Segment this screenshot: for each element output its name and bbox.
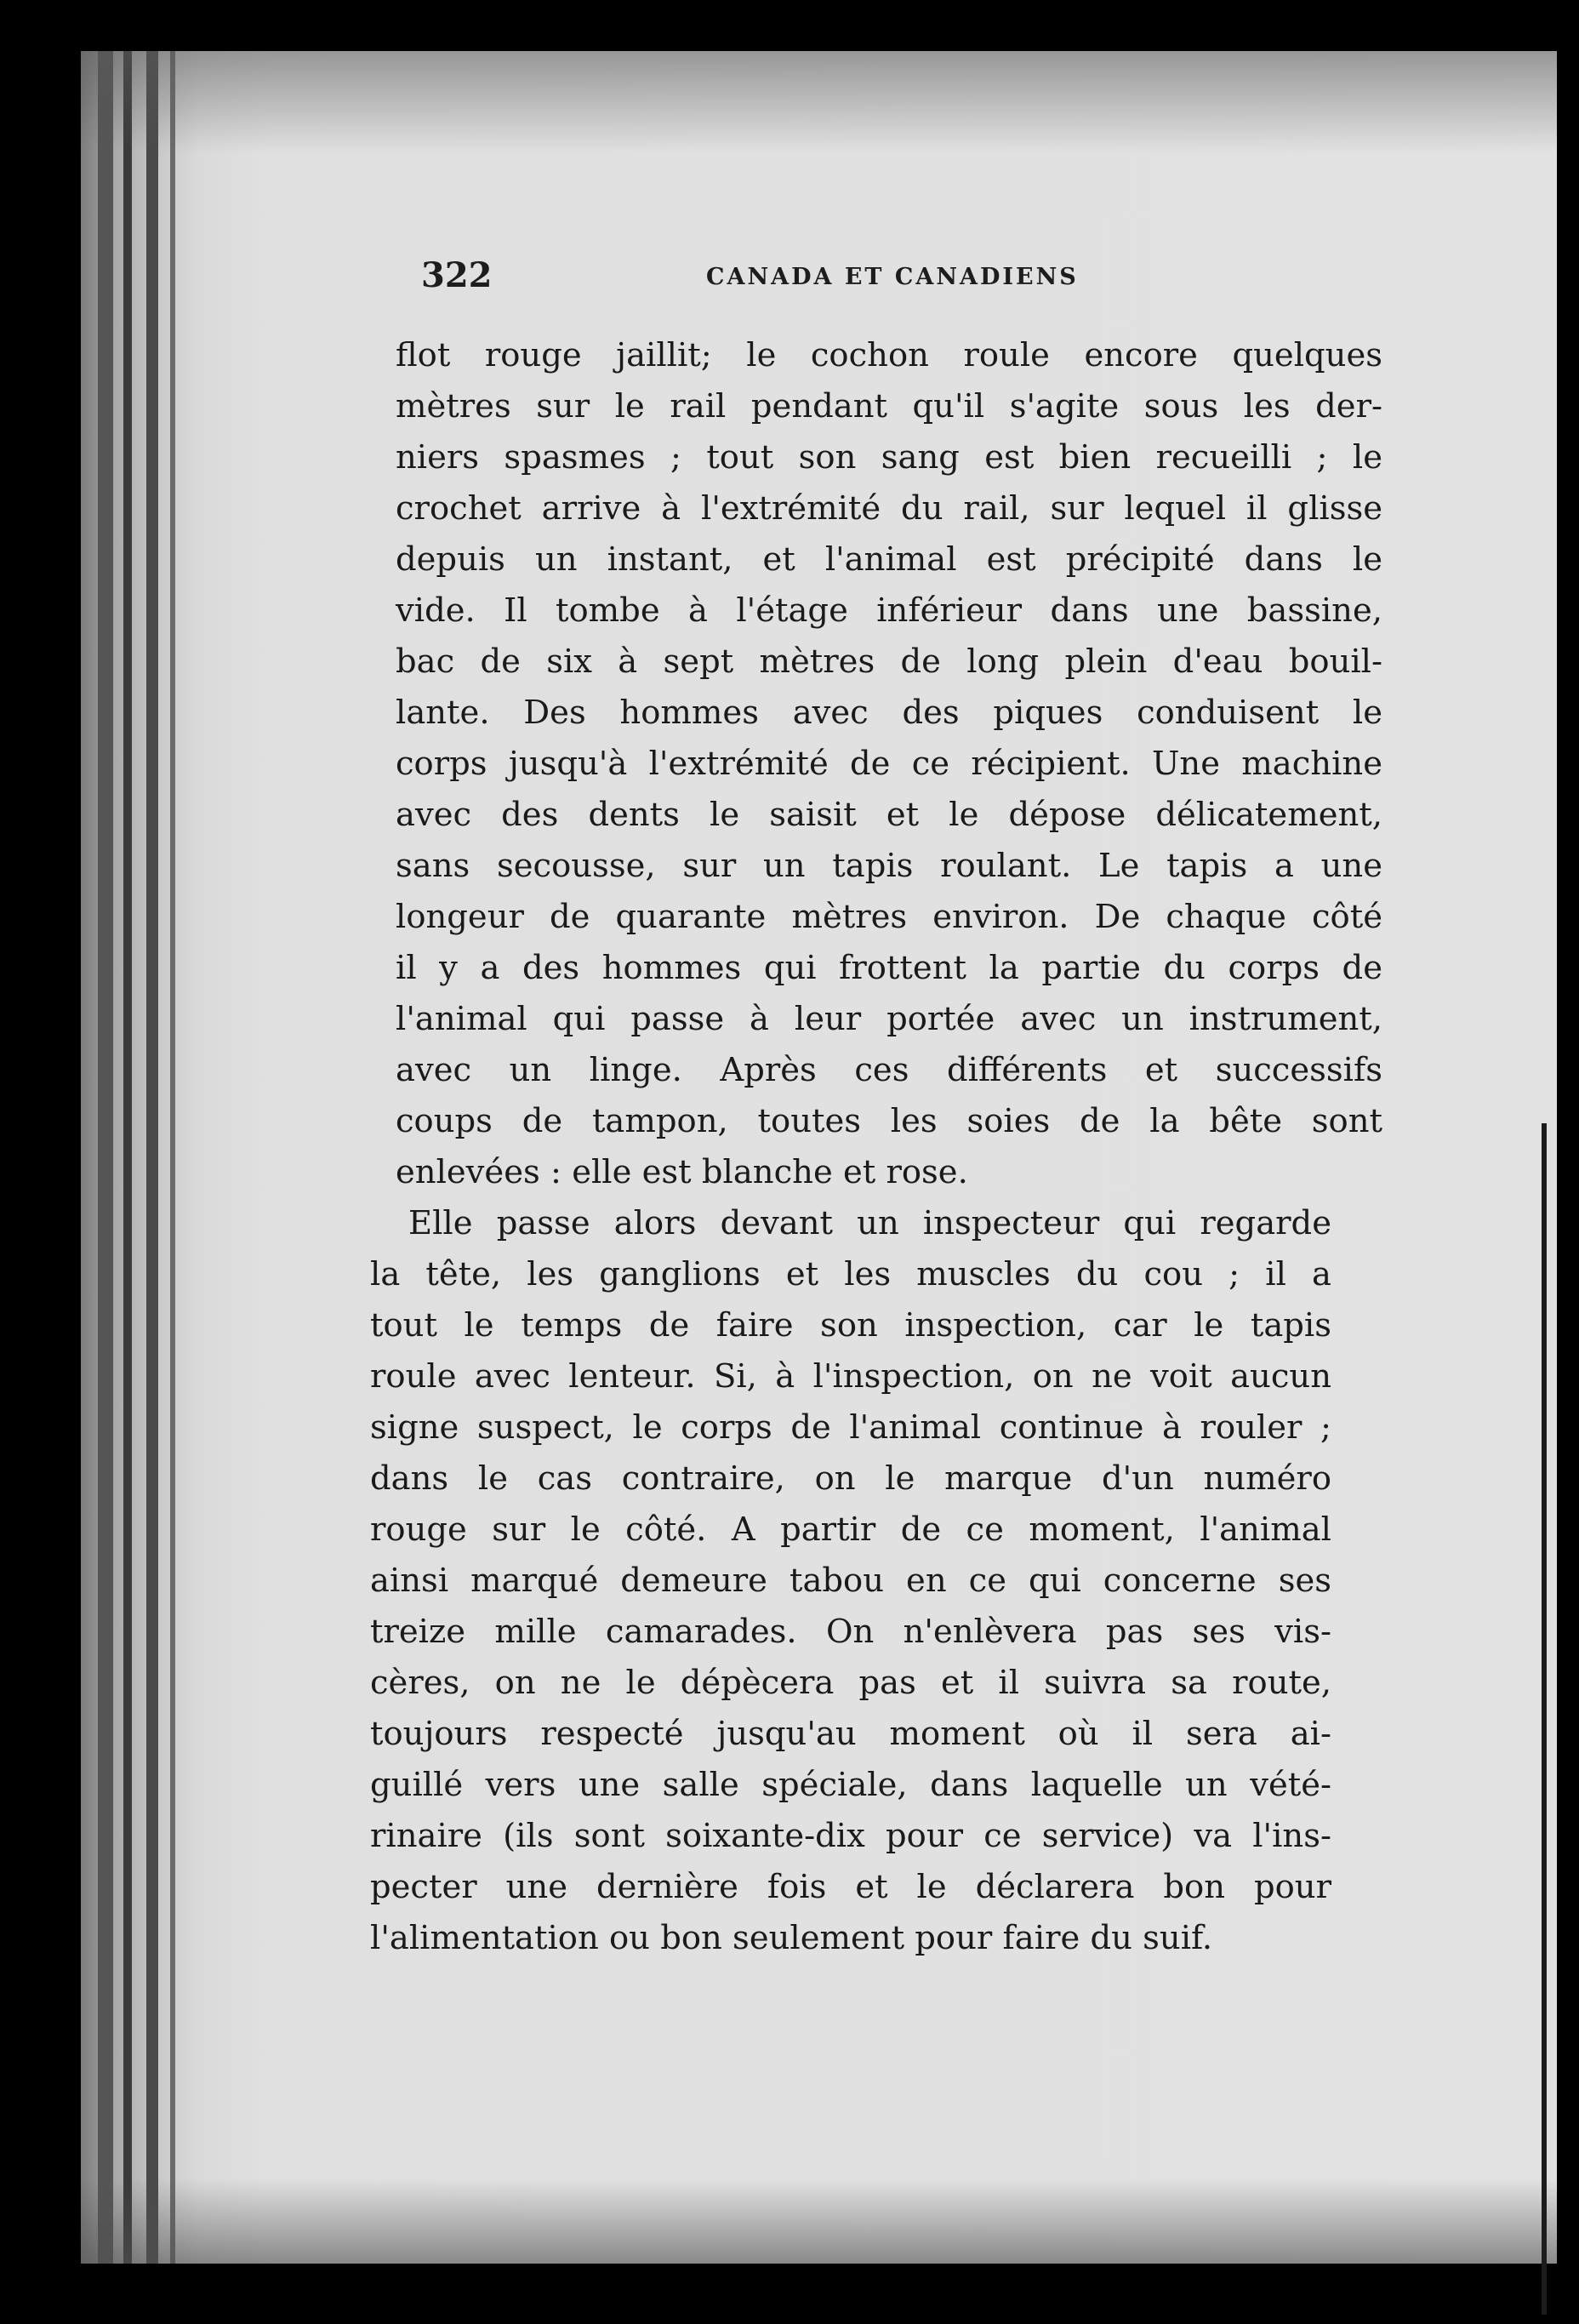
page-number: 322 xyxy=(421,255,493,295)
paragraph xyxy=(396,330,1382,1198)
text-line: lante. Des hommes avec des piques conduisent le xyxy=(396,694,1382,732)
text-line: signe suspect, le corps de l'animal continue à rouler ; xyxy=(370,1408,1331,1447)
text-line: toujours respecté jusqu'au moment où il sera ai- xyxy=(370,1715,1331,1753)
text-line: crochet arrive à l'extrémité du rail, sur lequel il glisse xyxy=(396,489,1382,528)
paragraph xyxy=(370,1198,1382,1964)
text-line: tout le temps de faire son inspection, car le tapis xyxy=(370,1306,1331,1345)
text-line: avec des dents le saisit et le dépose délicatement, xyxy=(396,796,1382,834)
text-line: sans secousse, sur un tapis roulant. Le tapis a une xyxy=(396,847,1382,885)
text-line: cères, on ne le dépècera pas et il suivra sa route, xyxy=(370,1664,1331,1702)
text-line: dans le cas contraire, on le marque d'un numéro xyxy=(370,1459,1331,1498)
right-scan-border xyxy=(1557,51,1579,2324)
text-line: flot rouge jaillit; le cochon roule encore quelques xyxy=(396,336,1382,374)
text-line: niers spasmes ; tout son sang est bien recueilli ; le xyxy=(396,438,1382,477)
text-line: longeur de quarante mètres environ. De chaque côté xyxy=(396,898,1382,936)
text-line: avec un linge. Après ces différents et successifs xyxy=(396,1051,1382,1089)
binding-gutter-stripe xyxy=(146,51,158,2264)
text-line: vide. Il tombe à l'étage inférieur dans une bassine, xyxy=(396,591,1382,630)
text-line: coups de tampon, toutes les soies de la bête sont xyxy=(396,1102,1382,1140)
right-edge-line xyxy=(1542,1123,1547,2315)
page-header xyxy=(421,255,1119,306)
text-line: l'alimentation ou bon seulement pour faire du suif. xyxy=(370,1919,1213,1957)
text-line: ainsi marqué demeure tabou en ce qui concerne ses xyxy=(370,1562,1331,1600)
text-line: roule avec lenteur. Si, à l'inspection, on ne voit aucun xyxy=(370,1357,1331,1396)
binding-gutter-stripe xyxy=(123,51,132,2264)
body-text xyxy=(370,330,1382,1964)
text-line: rinaire (ils sont soixante-dix pour ce service) va l'ins- xyxy=(370,1817,1331,1855)
text-line: rouge sur le côté. A partir de ce moment, l'animal xyxy=(370,1510,1331,1549)
binding-gutter-stripe xyxy=(170,51,175,2264)
text-line: il y a des hommes qui frottent la partie du corps de xyxy=(396,949,1382,987)
text-line: corps jusqu'à l'extrémité de ce récipient. Une machine xyxy=(396,745,1382,783)
text-line: l'animal qui passe à leur portée avec un instrument, xyxy=(396,1000,1382,1038)
text-line: enlevées : elle est blanche et rose. xyxy=(396,1153,968,1191)
text-line: Elle passe alors devant un inspecteur qui regarde xyxy=(408,1204,1331,1242)
text-line: bac de six à sept mètres de long plein d'eau bouil- xyxy=(396,642,1382,681)
running-head: CANADA ET CANADIENS xyxy=(706,264,1079,290)
text-line: mètres sur le rail pendant qu'il s'agite sous les der- xyxy=(396,387,1382,425)
text-line: guillé vers une salle spéciale, dans laquelle un vété- xyxy=(370,1766,1331,1804)
bottom-shadow xyxy=(81,2178,1565,2264)
binding-gutter-stripe xyxy=(98,51,113,2264)
top-shadow xyxy=(81,51,1565,153)
text-line: treize mille camarades. On n'enlèvera pas ses vis- xyxy=(370,1613,1331,1651)
text-line: depuis un instant, et l'animal est précipité dans le xyxy=(396,540,1382,579)
text-line: pecter une dernière fois et le déclarera bon pour xyxy=(370,1868,1331,1906)
text-line: la tête, les ganglions et les muscles du cou ; il a xyxy=(370,1255,1331,1293)
